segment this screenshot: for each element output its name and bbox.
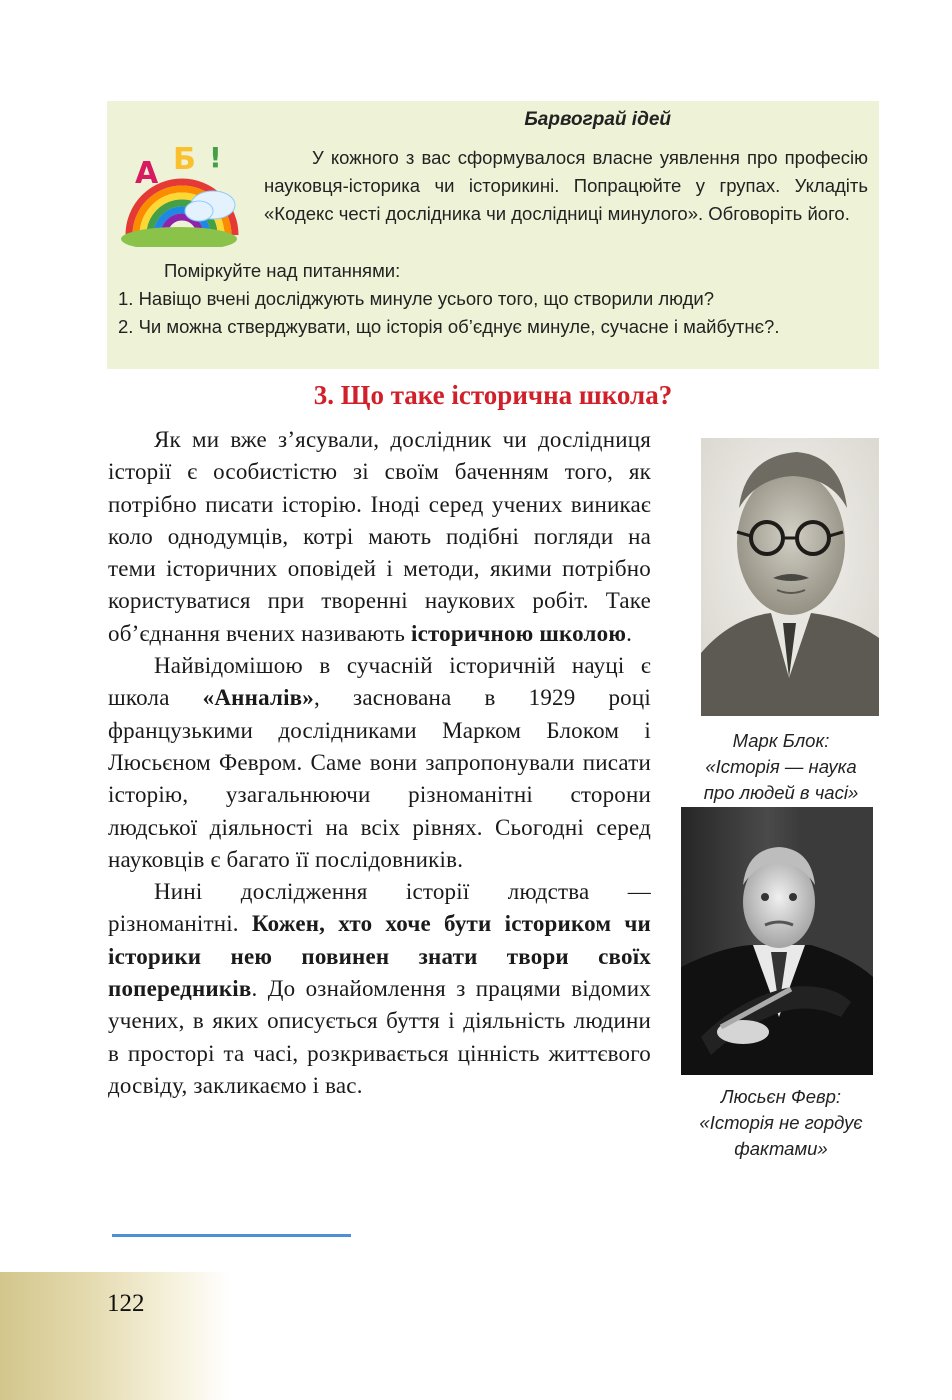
caption-marc-bloch: Марк Блок: «Історія — наука про людей в часі» (703, 730, 859, 803)
paragraph-1: Як ми вже з’ясували, дослідник чи дослідниця історії є особистістю зі своїм баченням того, як потрібно писати історію. Іноді серед учених виникає коло однодумців, котрі мають подібні погляди на теми історичних оповідей і методи, якими потрібно користуватися при творенні наукових робіт. Таке об’єднання вчених називають історичною школою. (108, 427, 651, 646)
svg-text:А: А (135, 156, 159, 191)
idea-box-paragraph: У кожного з вас сформувалося власне уявлення про професію науковця-історика чи історикині. Попрацюйте у групах. Укладіть «Кодекс честі дослідника чи дослідниці минулого». Обговоріть його. (264, 147, 868, 224)
main-text (108, 424, 651, 1102)
question-2: 2. Чи можна стверджувати, що історія об’єднує минуле, сучасне і майбутнє?. (118, 316, 780, 337)
svg-text:Б: Б (173, 142, 196, 177)
question-1: 1. Навіщо вчені досліджують минуле усього того, що створили люди? (118, 288, 715, 309)
idea-box-prompt: Поміркуйте над питаннями: (164, 260, 401, 281)
bold-statement: Кожен, хто хоче бути істориком чи історики нею повинен знати твори своїх попередників (108, 911, 651, 1002)
portrait-lucien-febvre (681, 807, 873, 1075)
idea-box-title: Барвограй ідей (524, 109, 671, 130)
idea-box (107, 101, 879, 369)
section-heading: 3. Що таке історична школа? (313, 380, 673, 410)
portrait-marc-bloch (701, 438, 879, 716)
paragraph-2: Найвідомішою в сучасній історичній науці є школа «Анналів», заснована в 1929 році французькими дослідниками Марком Блоком і Люсьєном Февром. Саме вони запропонували писати історію, узагальнюючи різноманітні сторони людської діяльності на всіх рівнях. Сьогодні серед науковців є багато її послідовників. (108, 653, 651, 872)
caption-lucien-febvre: Люсьєн Февр: «Історія не гордує фактами» (699, 1086, 863, 1159)
term-annales: «Анналів» (202, 685, 315, 711)
page-number: 122 (107, 1290, 145, 1317)
paragraph-3: Нині дослідження історії людства — різноманітні. Кожен, хто хоче бути істориком чи історики нею повинен знати твори своїх попередників. До ознайомлення з працями відомих учених, в яких описується буття і діяльність людини в просторі та часі, розкривається цінність життєвого досвіду, закликаємо і вас. (108, 879, 651, 1098)
divider-line (112, 1234, 351, 1237)
term-historical-school: історичною школою (410, 620, 627, 646)
svg-text:!: ! (209, 141, 222, 174)
rainbow-logo-icon (121, 135, 243, 247)
